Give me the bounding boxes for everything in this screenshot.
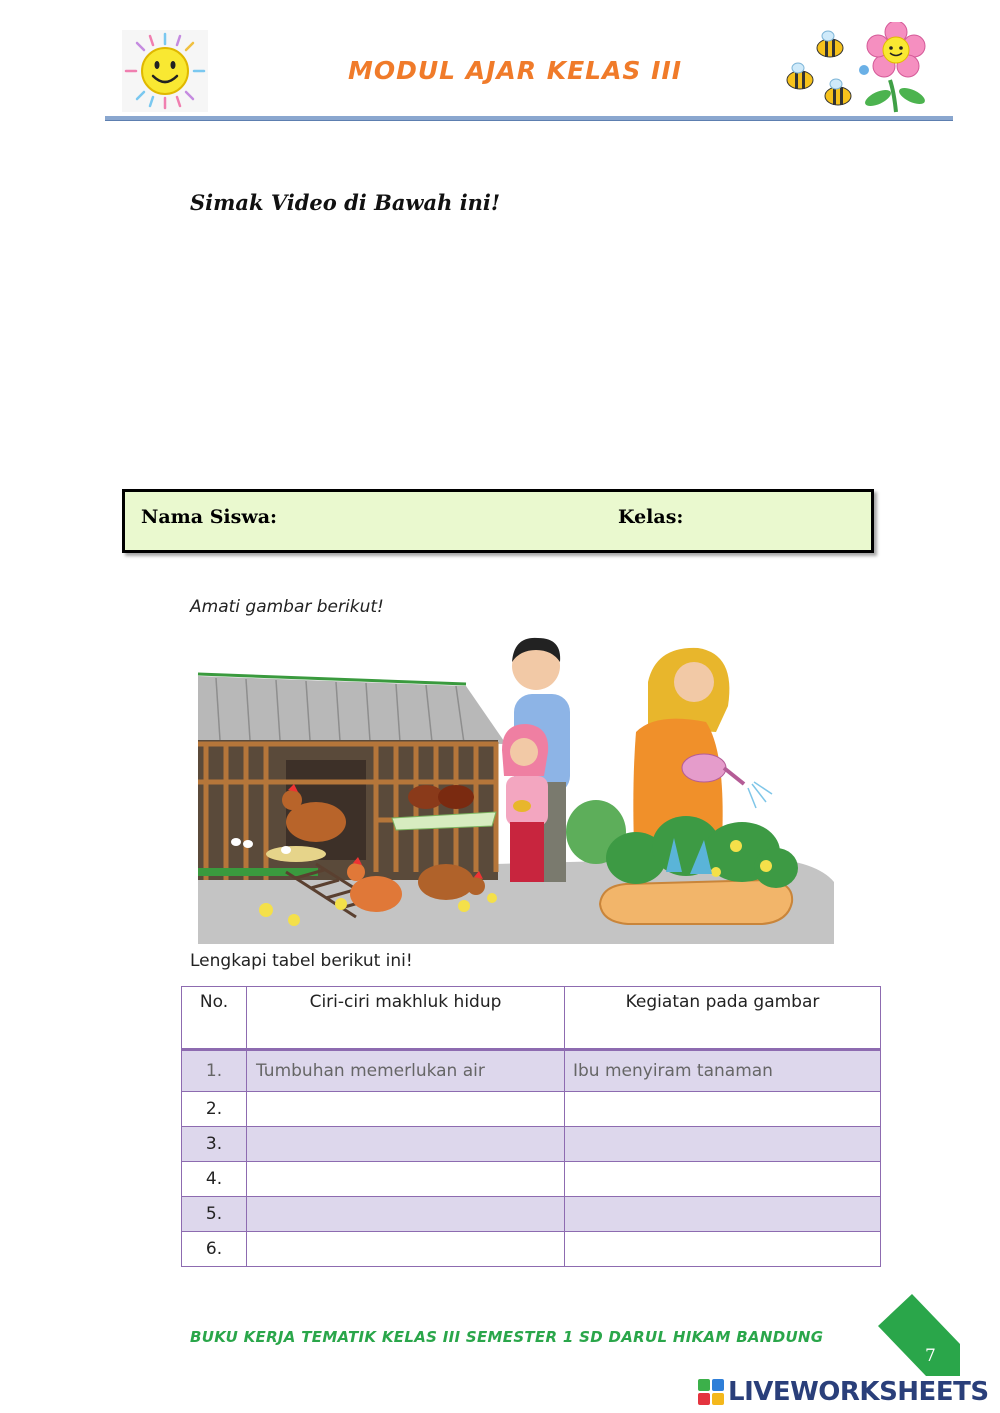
table-row: [182, 1232, 881, 1267]
video-instruction: Simak Video di Bawah ini!: [190, 190, 501, 215]
ciri-input[interactable]: [247, 1232, 565, 1267]
row-number: 3.: [182, 1127, 247, 1162]
header-divider: [105, 116, 953, 121]
row-number: 4.: [182, 1162, 247, 1197]
kegiatan-input[interactable]: [565, 1127, 881, 1162]
page-badge-icon: [874, 1292, 964, 1378]
kegiatan-input[interactable]: [565, 1162, 881, 1197]
header-no: No.: [182, 987, 247, 1050]
farm-illustration: [196, 632, 836, 944]
student-info-box: [122, 489, 874, 553]
observe-instruction: Amati gambar berikut!: [190, 597, 384, 617]
page-number: 7: [925, 1346, 936, 1366]
table-row: [182, 1092, 881, 1127]
kegiatan-input[interactable]: [565, 1092, 881, 1127]
header-kegiatan: Kegiatan pada gambar: [565, 987, 881, 1050]
footer-text: BUKU KERJA TEMATIK KELAS III SEMESTER 1 SD DARUL HIKAM BANDUNG: [190, 1328, 824, 1346]
kegiatan-input[interactable]: [565, 1197, 881, 1232]
table-header-row: [182, 987, 881, 1050]
ciri-input[interactable]: [247, 1162, 565, 1197]
header-title: MODUL AJAR KELAS III: [347, 56, 683, 85]
kegiatan-input[interactable]: Ibu menyiram tanaman: [565, 1050, 881, 1092]
liveworksheets-logo-icon: [698, 1379, 724, 1405]
table-row: [182, 1050, 881, 1092]
ciri-input[interactable]: [247, 1092, 565, 1127]
kegiatan-input[interactable]: [565, 1232, 881, 1267]
table-instruction: Lengkapi tabel berikut ini!: [190, 951, 413, 971]
ciri-input[interactable]: [247, 1197, 565, 1232]
row-number: 2.: [182, 1092, 247, 1127]
row-number: 5.: [182, 1197, 247, 1232]
table-row: [182, 1127, 881, 1162]
liveworksheets-watermark[interactable]: [698, 1376, 989, 1408]
table-row: [182, 1197, 881, 1232]
sun-icon: [122, 30, 208, 112]
class-label: Kelas:: [618, 506, 684, 528]
ciri-input[interactable]: Tumbuhan memerlukan air: [247, 1050, 565, 1092]
bees-and-flower-icon: [778, 22, 930, 114]
table-row: [182, 1162, 881, 1197]
row-number: 6.: [182, 1232, 247, 1267]
row-number: 1.: [182, 1050, 247, 1092]
observation-table: [181, 986, 881, 1267]
header-ciri: Ciri-ciri makhluk hidup: [247, 987, 565, 1050]
watermark-text: LIVEWORKSHEETS: [728, 1377, 989, 1407]
ciri-input[interactable]: [247, 1127, 565, 1162]
student-name-label: Nama Siswa:: [141, 506, 278, 528]
